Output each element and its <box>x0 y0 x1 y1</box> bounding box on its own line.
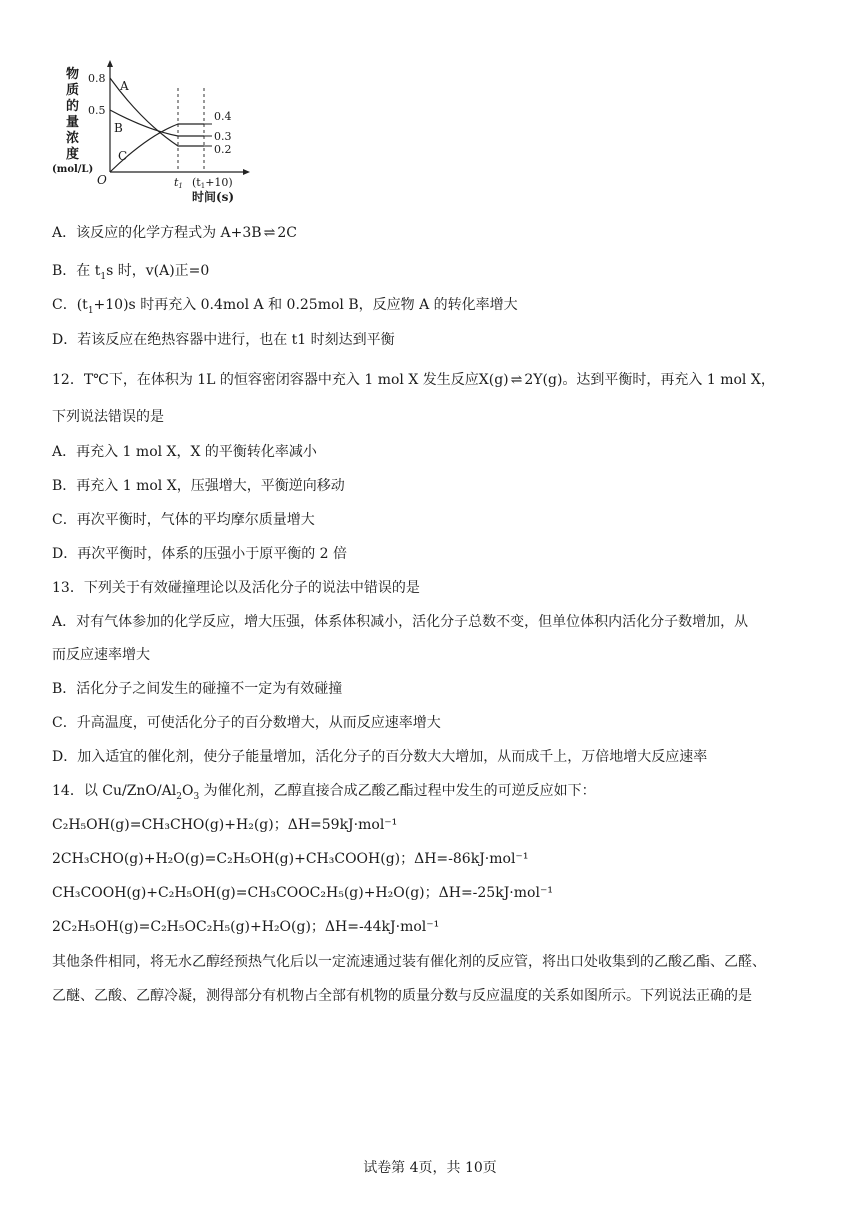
curve-c <box>110 124 204 172</box>
q13-option-c: C．升高温度，可使活化分子的百分数增大，从而反应速率增大 <box>52 715 441 731</box>
curve-label-c: C <box>118 149 128 163</box>
ylabel-char: 的 <box>66 99 80 114</box>
q14-stem: 14．以 $Cu/ZnO/Al_2O_3$ 为催化剂，乙醇直接合成乙酸乙酯过程中发生的可逆反应如下： <box>52 783 596 802</box>
q12-option-c: C．再次平衡时，气体的平均摩尔质量增大 <box>52 512 315 528</box>
q11-option-b: B．在 $t_1s$ 时，v(A)正=0 <box>52 263 210 282</box>
q12-option-b: B．再充入 1 mol X，压强增大，平衡逆向移动 <box>52 478 345 494</box>
q14-reaction-4: 2C₂H₅OH(g)=C₂H₅OC₂H₅(g)+H₂O(g)；ΔH=-44kJ·mol⁻¹ <box>52 919 440 935</box>
curve-label-b: B <box>114 121 123 135</box>
yunit-label: (mol/L) <box>52 164 94 175</box>
right-value-label: 0.3 <box>214 130 232 143</box>
q14-paragraph-line1: 其他条件相同，将无水乙醇经预热气化后以一定流速通过装有催化剂的反应管，将出口处收集到的乙酸乙酯、乙醛、 <box>52 954 766 970</box>
q13-option-a-line2: 而反应速率增大 <box>52 647 150 663</box>
q13-stem: 13．下列关于有效碰撞理论以及活化分子的说法中错误的是 <box>52 580 420 596</box>
xlabel: 时间(s) <box>192 190 235 204</box>
q12-option-a: A．再充入 1 mol X，X 的平衡转化率减小 <box>52 444 317 460</box>
concentration-time-figure <box>52 60 262 210</box>
page-footer: 试卷第 4页，共 10页 <box>363 1160 497 1176</box>
ylabel-char: 度 <box>66 147 80 162</box>
equilibrium-arrow-icon: ⇌ <box>510 372 523 388</box>
y-tick-label: 0.5 <box>88 104 106 117</box>
q13-option-d: D．加入适宜的催化剂，使分子能量增加，活化分子的百分数大大增加，从而成千上，万倍地增大反应速率 <box>52 749 708 765</box>
q12-stem: 12．T℃下，在体积为 1L 的恒容密闭容器中充入 1 mol X 发生反应X(g) ⇌ 2Y(g)。达到平衡时，再充入 1 mol X， <box>52 372 775 388</box>
curve-label-a: A <box>120 79 129 93</box>
q14-reaction-3: CH₃COOH(g)+C₂H₅OH(g)=CH₃COOC₂H₅(g)+H₂O(g)；ΔH=-25kJ·mol⁻¹ <box>52 885 553 901</box>
q11-option-d: D．若该反应在绝热容器中进行，也在 t1 时刻达到平衡 <box>52 332 395 348</box>
y-axis-arrow <box>107 60 113 67</box>
ylabel-char: 物 <box>66 67 80 82</box>
equilibrium-arrow-icon: ⇌ <box>263 225 276 241</box>
q12-stem-line2: 下列说法错误的是 <box>52 409 164 425</box>
origin-label: O <box>97 173 107 187</box>
right-value-label: 0.2 <box>214 143 232 156</box>
x-axis-arrow <box>243 169 250 175</box>
q12-option-d: D．再次平衡时，体系的压强小于原平衡的 2 倍 <box>52 546 348 562</box>
right-value-label: 0.4 <box>214 110 232 123</box>
q14-reaction-2: 2CH₃CHO(g)+H₂O(g)=C₂H₅OH(g)+CH₃COOH(g)；ΔH=-86kJ·mol⁻¹ <box>52 851 529 867</box>
curve-b <box>110 110 204 136</box>
t1-label: t1 <box>174 176 183 190</box>
q13-option-a-line1: A．对有气体参加的化学反应，增大压强，体系体积减小，活化分子总数不变，但单位体积内活化分子数增加，从 <box>52 614 749 630</box>
q14-paragraph-line2: 乙醚、乙酸、乙醇冷凝，测得部分有机物占全部有机物的质量分数与反应温度的关系如图所示。下列说法正确的是 <box>52 988 752 1004</box>
ylabel-char: 浓 <box>66 131 80 146</box>
q11-option-a: A．该反应的化学方程式为 A+3B ⇌ 2C <box>52 225 297 241</box>
t2-label: (t1+10) <box>192 176 233 190</box>
ylabel-char: 质 <box>66 83 80 98</box>
q13-option-b: B．活化分子之间发生的碰撞不一定为有效碰撞 <box>52 681 343 697</box>
q11-option-c: C．$(t_1+10)s$ 时再充入 0.4mol A 和 0.25mol B，反应物 A 的转化率增大 <box>52 297 518 316</box>
q14-reaction-1: C₂H₅OH(g)=CH₃CHO(g)+H₂(g)；ΔH=59kJ·mol⁻¹ <box>52 817 398 833</box>
ylabel-char: 量 <box>66 115 80 130</box>
y-tick-label: 0.8 <box>88 72 106 85</box>
